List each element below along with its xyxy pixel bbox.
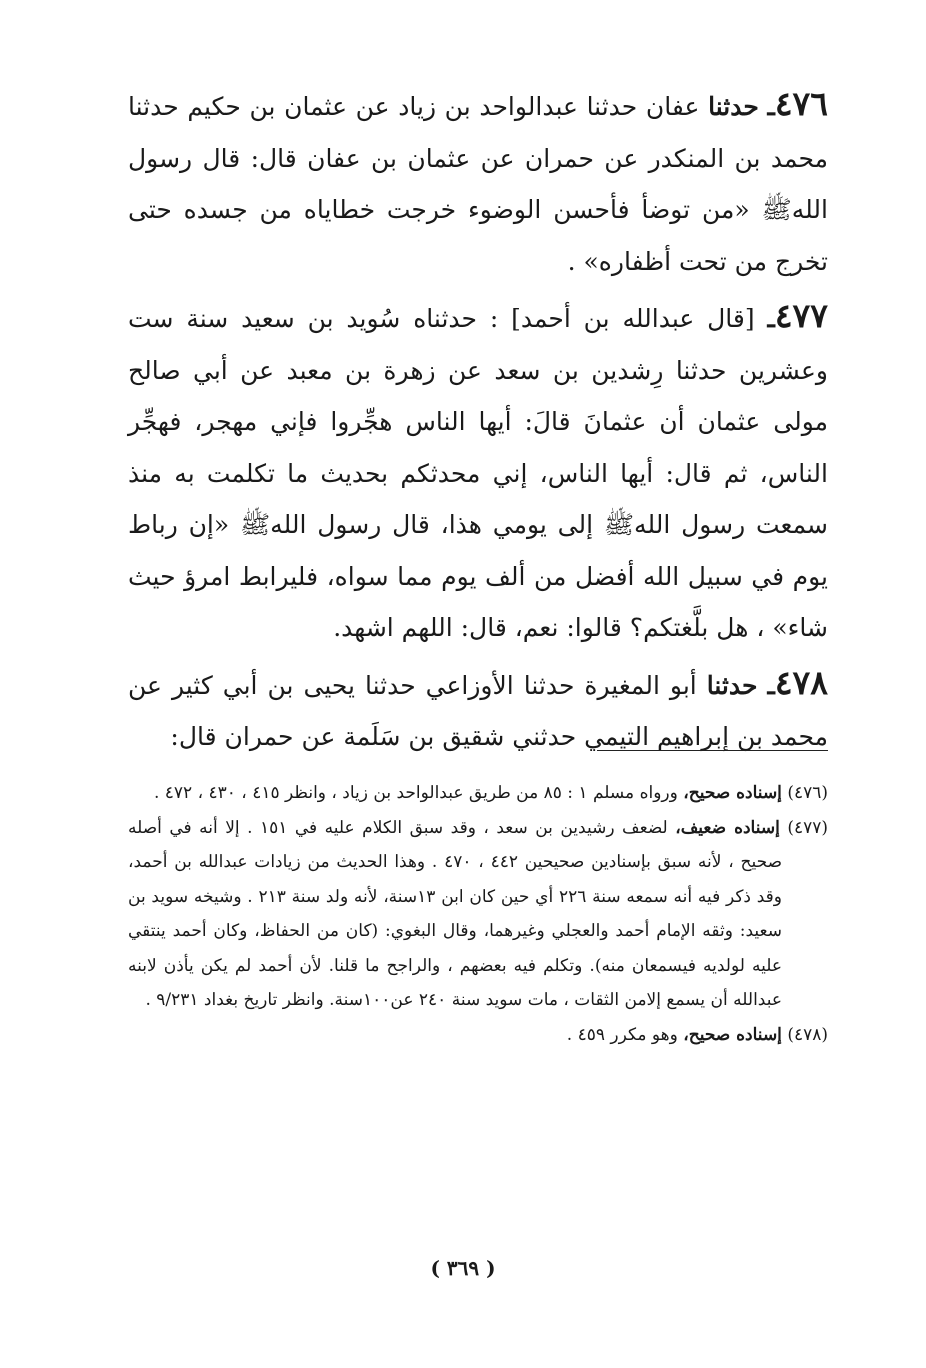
footnotes — [128, 776, 828, 1052]
page-number — [0, 1256, 926, 1280]
hadith-text: عفان حدثنا عبدالواحد بن زياد عن عثمان بن حكيم حدثنا محمد بن المنكدر عن حمران عن عثمان بن عفان قال: قال رسول اللهﷺ «من توضأ فأحسن الوضوء خرجت خطاياه من جسده حتى تخرج من تحت أظفاره» . — [128, 92, 828, 276]
hadith-number: ٤٧٦ — [774, 84, 828, 123]
footnote-476 — [128, 776, 828, 811]
hadith-478 — [128, 657, 828, 763]
hadith-lead-word: حدثنا — [706, 670, 758, 700]
footnote-text: وهو مكرر ٤٥٩ . — [566, 1024, 684, 1045]
footnote-grade: إسناده صحيح، — [683, 783, 782, 803]
footnote-text: ورواه مسلم ١ : ٨٥ من طريق عبدالواحد بن زياد ، وانظر ٤١٥ ، ٤٣٠ ، ٤٧٢ . — [153, 783, 684, 803]
hadith-476 — [128, 78, 828, 287]
hadith-lead-word: حدثنا — [708, 92, 759, 121]
hadith-dash: ـ — [767, 92, 775, 121]
footnote-478 — [128, 1018, 828, 1053]
footnote-ref: (٤٧٧) — [787, 817, 828, 838]
footnote-477 — [128, 811, 828, 1018]
main-text — [128, 78, 828, 766]
footnote-grade: إسناده ضعيف، — [675, 817, 780, 838]
hadith-477 — [128, 290, 828, 654]
page-number-text: ( ٣٦٩ ) — [430, 1256, 496, 1280]
hadith-number: ٤٧٧ — [774, 296, 828, 335]
footnote-grade: إسناده صحيح، — [683, 1024, 782, 1045]
hadith-dash: ـ — [767, 670, 775, 700]
footnote-text: لضعف رشيدين بن سعد ، وقد سبق الكلام عليه في ١٥١ . إلا أنه في أصله صحيح ، لأنه سبق بإسنادين صحيحين ٤٤٢ ، ٤٧٠ . وهذا الحديث من زيادات عبدالله بن أحمد، وقد ذكر فيه أنه سمعه سنة ٢٢٦ أي حين كان ابن ١٣سنة، لأنه ولد سنة ٢١٣ . وشيخه سويد بن سعيد: وثقه الإمام أحمد والعجلي وغيرهما، وقال البغوي: (كان من الحفاظ، وكان أحمد ينتقي عليه لولديه فيسمعان منه). وتكلم فيه بعضهم ، والراجح ما قلنا. لأن أحمد لم يكن يأذن لابنه عبدالله أن يسمع إلامن الثقات ، مات سويد سنة ٢٤٠ عن١٠٠سنة. وانظر تاريخ بغداد ٩/٢٣١ . — [128, 817, 783, 1010]
footnote-separator — [597, 750, 828, 751]
hadith-number: ٤٧٨ — [774, 662, 828, 702]
hadith-dash: ـ — [767, 304, 775, 333]
footnote-ref: (٤٧٨) — [787, 1024, 828, 1045]
hadith-text: أبو المغيرة حدثنا الأوزاعي حدثنا يحيى بن أبي كثير عن محمد بن إبراهيم التيمي حدثني شقيق بن سَلَمة عن حمران قال: — [128, 670, 828, 751]
hadith-text: [قال عبدالله بن أحمد] : حدثناه سُويد بن سعيد سنة ست وعشرين حدثنا رِشدين بن سعد عن زهرة بن معبد عن أبي صالح مولى عثمان أن عثمانَ قالَ: أيها الناس هجِّروا فإني مهجر، فهجِّر الناس، ثم قال: أيها الناس، إني محدثكم بحديث ما تكلمت به منذ سمعت رسول اللهﷺ إلى يومي هذا، قال رسول اللهﷺ «إن رباط يوم في سبيل الله أفضل من ألف يوم مما سواه، فليرابط امرؤ حيث شاء» ، هل بلَّغتكم؟ قالوا: نعم، قال: اللهم اشهد. — [128, 304, 828, 642]
footnote-ref: (٤٧٦) — [787, 783, 828, 803]
